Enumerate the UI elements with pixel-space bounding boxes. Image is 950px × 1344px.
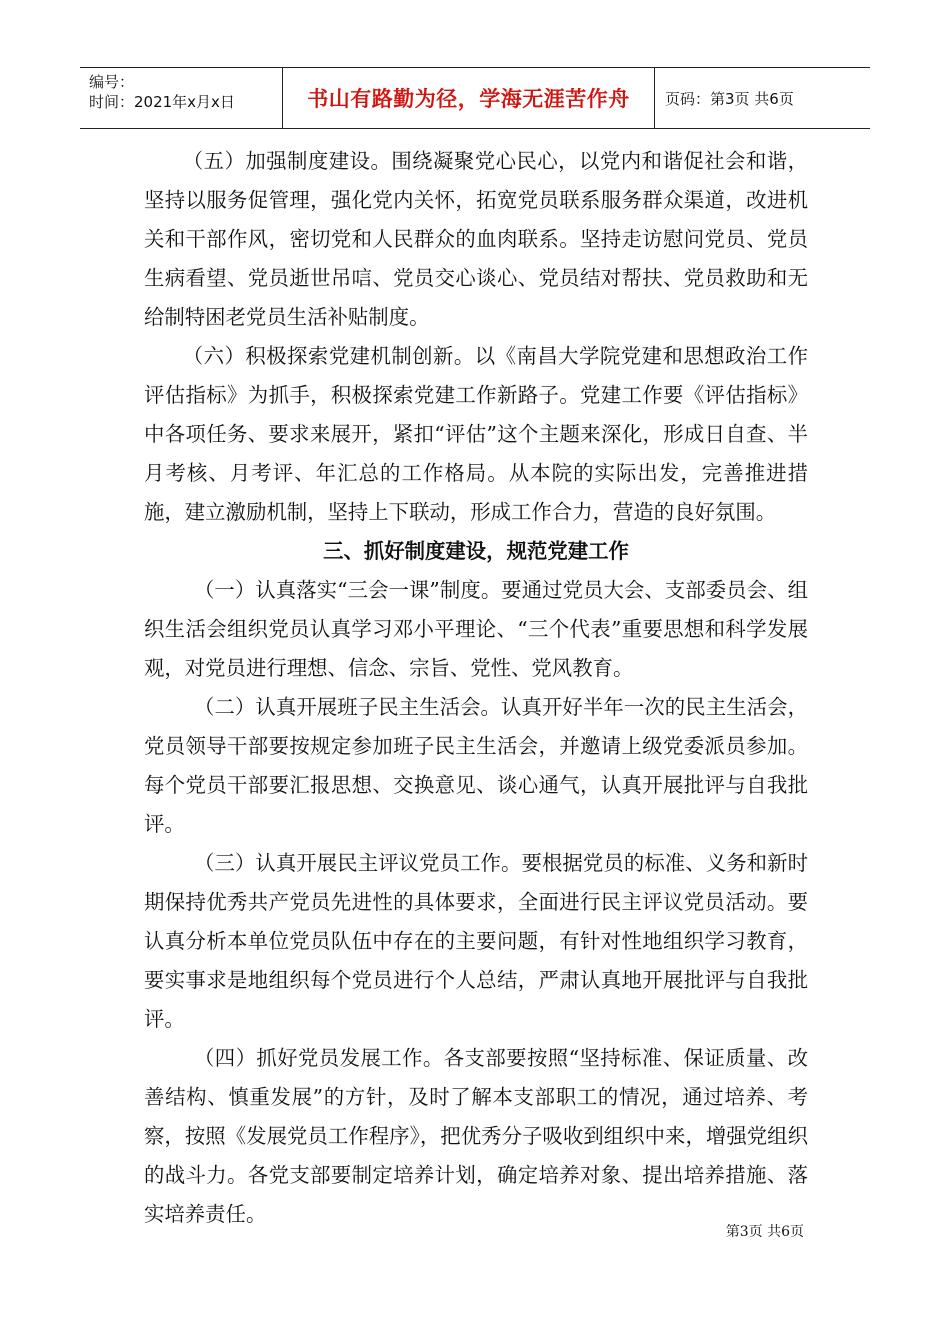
document-date: 时间：2021年x月x日 — [89, 93, 235, 111]
document-body — [144, 142, 808, 1234]
page-footer: 第3页 共6页 — [725, 1224, 804, 1240]
section-paragraph-3: （三）认真开展民主评议党员工作。要根据党员的标准、义务和新时期保持优秀共产党员先进性的具体要求，全面进行民主评议党员活动。要认真分析本单位党员队伍中存在的主要问题，有针对性地组织学习教育，要实事求是地组织每个党员进行个人总结，严肃认真地开展批评与自我批评。 — [144, 851, 808, 1031]
paragraph-5: （五）加强制度建设。围绕凝聚党心民心，以党内和谐促社会和谐，坚持以服务促管理，强化党内关怀，拓宽党员联系服务群众渠道，改进机关和干部作风，密切党和人民群众的血肉联系。坚持走访慰问党员、党员生病看望、党员逝世吊唁、党员交心谈心、党员结对帮扶、党员救助和无给制特困老党员生活补贴制度。 — [144, 149, 808, 329]
document-number-label: 编号： — [89, 73, 135, 91]
page-header — [80, 67, 870, 129]
header-motto: 书山有路勤为径，学海无涯苦作舟 — [283, 68, 655, 128]
header-page-info: 页码：第3页 共6页 — [665, 89, 794, 108]
section-paragraph-1: （一）认真落实“三会一课”制度。要通过党员大会、支部委员会、组织生活会组织党员认真学习邓小平理论、“三个代表”重要思想和科学发展观，对党员进行理想、信念、宗旨、党性、党风教育。 — [144, 578, 808, 680]
section-paragraph-2: （二）认真开展班子民主生活会。认真开好半年一次的民主生活会，党员领导干部要按规定参加班子民主生活会，并邀请上级党委派员参加。每个党员干部要汇报思想、交换意见、谈心通气，认真开展批评与自我批评。 — [144, 695, 808, 836]
paragraph-6: （六）积极探索党建机制创新。以《南昌大学院党建和思想政治工作评估指标》为抓手，积极探索党建工作新路子。党建工作要《评估指标》中各项任务、要求来展开，紧扣“评估”这个主题来深化，形成日自查、半月考核、月考评、年汇总的工作格局。从本院的实际出发，完善推进措施，建立激励机制，坚持上下联动，形成工作合力，营造的良好氛围。 — [144, 344, 808, 524]
section-paragraph-4: （四）抓好党员发展工作。各支部要按照“坚持标准、保证质量、改善结构、慎重发展”的方针，及时了解本支部职工的情况，通过培养、考察，按照《发展党员工作程序》，把优秀分子吸收到组织中来，增强党组织的战斗力。各党支部要制定培养计划，确定培养对象、提出培养措施、落实培养责任。 — [144, 1046, 808, 1226]
section-heading: 三、抓好制度建设，规范党建工作 — [323, 539, 629, 563]
header-meta — [80, 68, 283, 128]
